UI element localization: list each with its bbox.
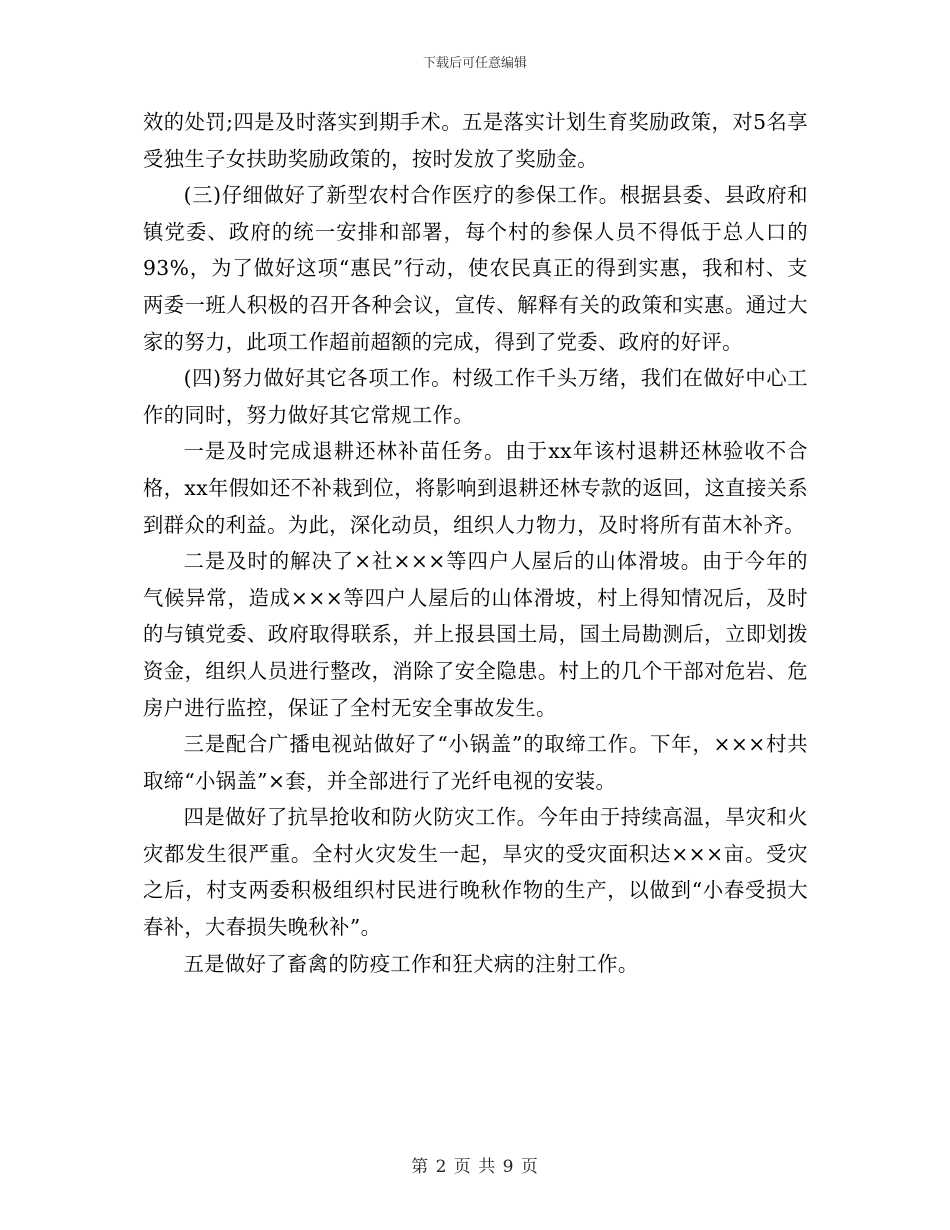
page-number: 第 2 页 共 9 页 — [411, 1157, 539, 1177]
document-body — [143, 104, 808, 982]
paragraph-item-one: 一是及时完成退耕还林补苗任务。由于xx年该村退耕还林验收不合格，xx年假如还不补栽到位，将影响到退耕还林专款的返回，这直接关系到群众的利益。为此，深化动员，组织人力物力，及时将所有苗木补齐。 — [143, 439, 808, 537]
paragraph-other-work: (四)努力做好其它各项工作。村级工作千头万绪，我们在做好中心工作的同时，努力做好其它常规工作。 — [143, 366, 808, 427]
paragraph-continuation: 效的处罚;四是及时落实到期手术。五是落实计划生育奖励政策，对5名享受独生子女扶助奖励政策的，按时发放了奖励金。 — [143, 110, 808, 171]
header-editable-note: 下载后可任意编辑 — [422, 56, 527, 71]
page-header — [0, 52, 950, 71]
paragraph-medical-insurance: (三)仔细做好了新型农村合作医疗的参保工作。根据县委、县政府和镇党委、政府的统一安排和部署，每个村的参保人员不得低于总人口的93%，为了做好这项“惠民”行动，使农民真正的得到实惠，我和村、支两委一班人积极的召开各种会议，宣传、解释有关的政策和实惠。通过大家的努力，此项工作超前超额的完成，得到了党委、政府的好评。 — [143, 183, 808, 354]
paragraph-item-five: 五是做好了畜禽的防疫工作和狂犬病的注射工作。 — [183, 951, 639, 976]
paragraph-item-two: 二是及时的解决了×社×××等四户人屋后的山体滑坡。由于今年的气候异常，造成×××等四户人屋后的山体滑坡，村上得知情况后，及时的与镇党委、政府取得联系，并上报县国土局，国土局勘测后，立即划拨资金，组织人员进行整改，消除了安全隐患。村上的几个干部对危岩、危房户进行监控，保证了全村无安全事故发生。 — [143, 549, 808, 720]
paragraph-item-four: 四是做好了抗旱抢收和防火防灾工作。今年由于持续高温，旱灾和火灾都发生很严重。全村火灾发生一起，旱灾的受灾面积达×××亩。受灾之后，村支两委积极组织村民进行晚秋作物的生产，以做到“小春受损大春补，大春损失晚秋补”。 — [143, 805, 808, 940]
page-footer — [0, 1152, 950, 1177]
paragraph-item-three: 三是配合广播电视站做好了“小锅盖”的取缔工作。下年，×××村共取缔“小锅盖”×套，并全部进行了光纤电视的安装。 — [143, 732, 808, 793]
